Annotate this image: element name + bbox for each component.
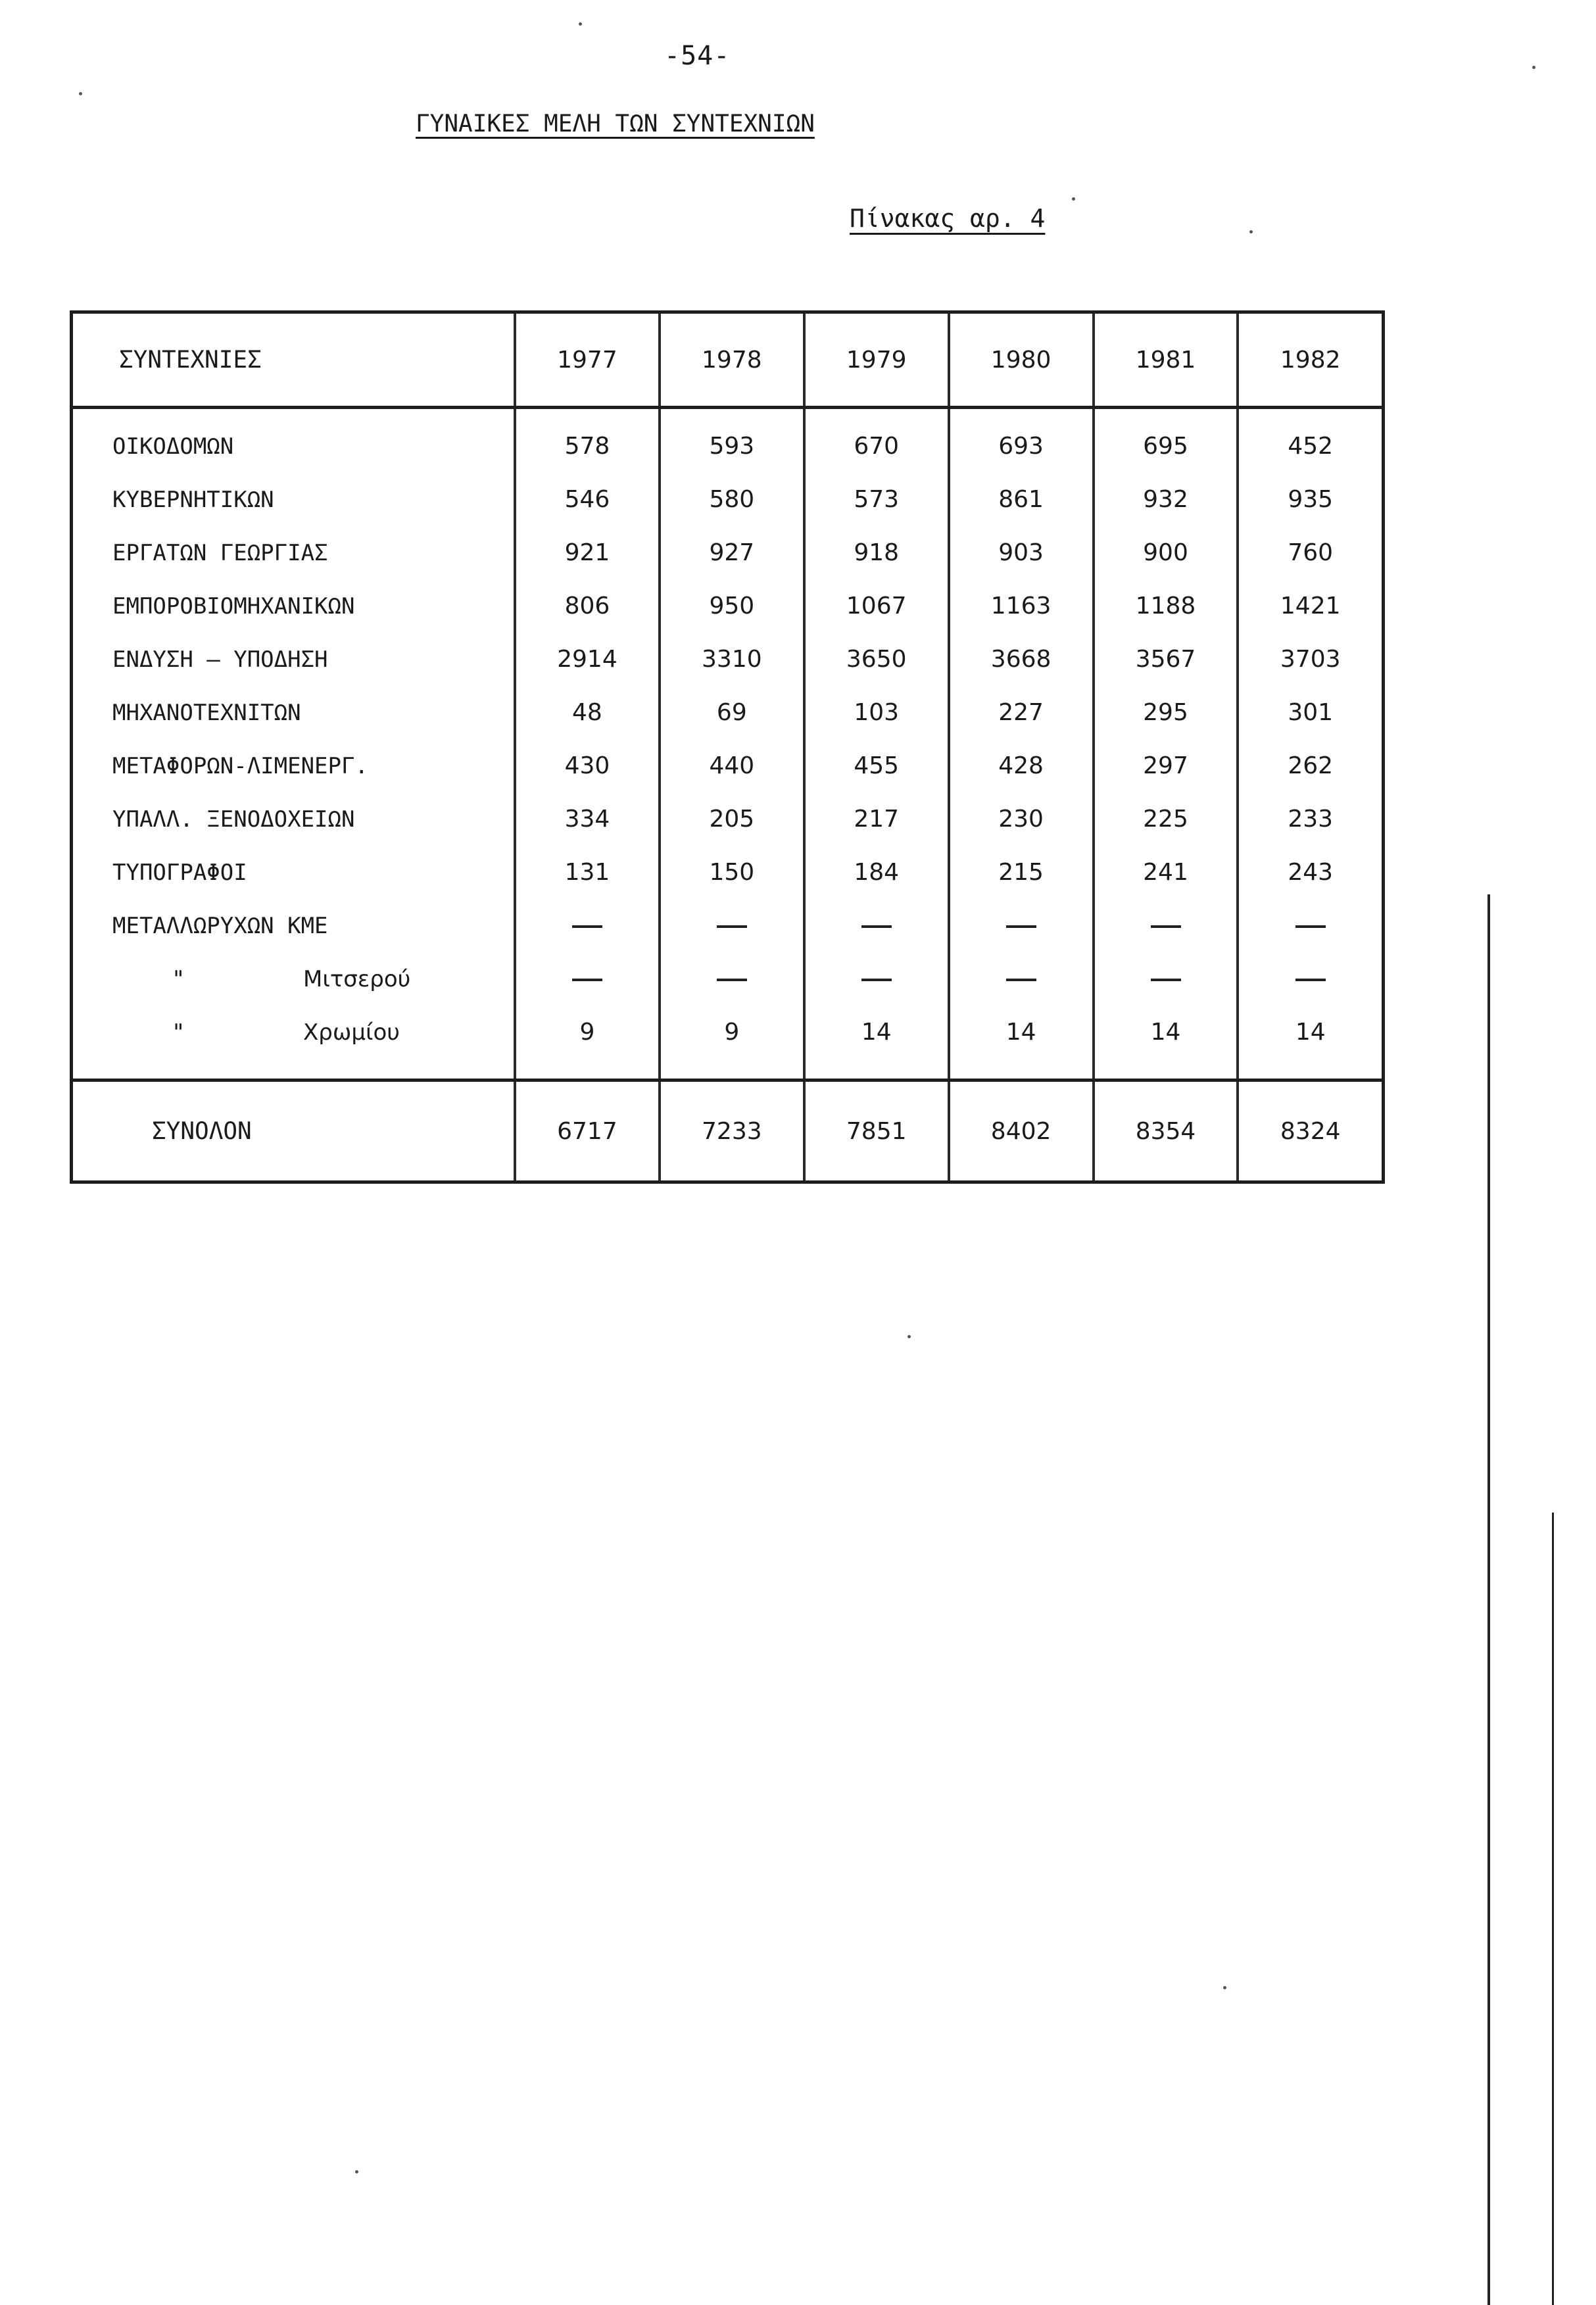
value-cell: 295 [1094, 686, 1238, 739]
value-cell: 580 [660, 473, 804, 526]
value-cell: 225 [1094, 792, 1238, 846]
total-cell: 6717 [515, 1080, 660, 1182]
total-cell: 7851 [804, 1080, 949, 1182]
scan-margin-line [1487, 894, 1490, 2305]
value-cell [804, 899, 949, 952]
table-row [72, 952, 1384, 1006]
value-cell: 440 [660, 739, 804, 792]
scan-speck [1072, 197, 1075, 201]
dash-mark [1006, 979, 1036, 981]
row-sublabel: Χρωμίου [303, 1019, 400, 1046]
column-header-year: 1977 [515, 312, 660, 408]
value-cell [949, 899, 1094, 952]
value-cell: 297 [1094, 739, 1238, 792]
value-cell: 9 [515, 1006, 660, 1080]
value-cell [1238, 952, 1383, 1006]
value-cell: 806 [515, 579, 660, 633]
value-cell: 1188 [1094, 579, 1238, 633]
row-label [72, 952, 516, 1006]
members-table [70, 310, 1385, 1184]
dash-mark [861, 925, 892, 928]
column-header-unions: ΣΥΝΤΕΧΝΙΕΣ [72, 312, 516, 408]
value-cell: 3310 [660, 633, 804, 686]
column-header-year: 1982 [1238, 312, 1383, 408]
value-cell: 9 [660, 1006, 804, 1080]
value-cell: 670 [804, 408, 949, 473]
value-cell: 903 [949, 526, 1094, 579]
value-cell: 430 [515, 739, 660, 792]
value-cell: 861 [949, 473, 1094, 526]
scan-margin-line [1552, 1513, 1554, 2305]
value-cell: 131 [515, 846, 660, 899]
value-cell: 233 [1238, 792, 1383, 846]
column-header-year: 1979 [804, 312, 949, 408]
total-cell: 8324 [1238, 1080, 1383, 1182]
total-cell: 8402 [949, 1080, 1094, 1182]
total-row [72, 1080, 1384, 1182]
value-cell: 3703 [1238, 633, 1383, 686]
value-cell [660, 899, 804, 952]
value-cell: 205 [660, 792, 804, 846]
column-header-year: 1978 [660, 312, 804, 408]
value-cell: 243 [1238, 846, 1383, 899]
value-cell: 932 [1094, 473, 1238, 526]
value-cell: 950 [660, 579, 804, 633]
value-cell: 760 [1238, 526, 1383, 579]
value-cell [515, 952, 660, 1006]
table-row [72, 899, 1384, 952]
total-cell: 8354 [1094, 1080, 1238, 1182]
value-cell: 452 [1238, 408, 1383, 473]
value-cell: 262 [1238, 739, 1383, 792]
value-cell: 428 [949, 739, 1094, 792]
document-title: ΓΥΝΑΙΚΕΣ ΜΕΛΗ ΤΩΝ ΣΥΝΤΕΧΝΙΩΝ [416, 110, 815, 137]
row-label: ΥΠΑΛΛ. ΞΕΝΟΔΟΧΕΙΩΝ [72, 792, 516, 846]
value-cell: 3668 [949, 633, 1094, 686]
table-body [72, 408, 1384, 1080]
value-cell: 2914 [515, 633, 660, 686]
table-row [72, 739, 1384, 792]
table-row [72, 526, 1384, 579]
value-cell: 103 [804, 686, 949, 739]
row-label: ΜΕΤΑΦΟΡΩΝ-ΛΙΜΕΝΕΡΓ. [72, 739, 516, 792]
dash-mark [717, 979, 747, 981]
value-cell [804, 952, 949, 1006]
table-number-label: Πίνακας αρ. 4 [850, 204, 1046, 233]
value-cell: 241 [1094, 846, 1238, 899]
row-label: ΕΜΠΟΡΟΒΙΟΜΗΧΑΝΙΚΩΝ [72, 579, 516, 633]
dash-mark [1295, 925, 1326, 928]
value-cell: 3567 [1094, 633, 1238, 686]
table-row [72, 408, 1384, 473]
value-cell: 695 [1094, 408, 1238, 473]
value-cell: 184 [804, 846, 949, 899]
dash-mark [717, 925, 747, 928]
value-cell: 573 [804, 473, 949, 526]
scan-speck [1249, 230, 1253, 233]
value-cell [1238, 899, 1383, 952]
scan-speck [1223, 1986, 1226, 1989]
ditto-mark: " [172, 1019, 185, 1046]
dash-mark [1295, 979, 1326, 981]
value-cell: 900 [1094, 526, 1238, 579]
row-sublabel: Μιτσερού [303, 965, 411, 992]
row-label [72, 1006, 516, 1080]
page-number: -54- [664, 41, 731, 71]
value-cell: 69 [660, 686, 804, 739]
scan-speck [79, 92, 82, 95]
value-cell: 578 [515, 408, 660, 473]
value-cell [515, 899, 660, 952]
column-header-year: 1981 [1094, 312, 1238, 408]
dash-mark [1151, 925, 1181, 928]
dash-mark [861, 979, 892, 981]
dash-mark [572, 925, 602, 928]
scan-speck [579, 22, 582, 26]
row-label: ΜΗΧΑΝΟΤΕΧΝΙΤΩΝ [72, 686, 516, 739]
scan-speck [1532, 66, 1536, 69]
value-cell: 150 [660, 846, 804, 899]
dash-mark [572, 979, 602, 981]
value-cell [1094, 952, 1238, 1006]
value-cell: 14 [804, 1006, 949, 1080]
total-cell: 7233 [660, 1080, 804, 1182]
column-header-year: 1980 [949, 312, 1094, 408]
ditto-mark: " [172, 965, 185, 992]
value-cell [949, 952, 1094, 1006]
value-cell: 1067 [804, 579, 949, 633]
dash-mark [1006, 925, 1036, 928]
value-cell [660, 952, 804, 1006]
value-cell: 921 [515, 526, 660, 579]
value-cell: 3650 [804, 633, 949, 686]
table-row [72, 792, 1384, 846]
value-cell: 918 [804, 526, 949, 579]
value-cell: 593 [660, 408, 804, 473]
value-cell: 14 [1238, 1006, 1383, 1080]
value-cell: 48 [515, 686, 660, 739]
total-label: ΣΥΝΟΛΟΝ [72, 1080, 516, 1182]
value-cell [1094, 899, 1238, 952]
value-cell: 14 [1094, 1006, 1238, 1080]
value-cell: 301 [1238, 686, 1383, 739]
value-cell: 546 [515, 473, 660, 526]
table-row [72, 846, 1384, 899]
value-cell: 693 [949, 408, 1094, 473]
value-cell: 227 [949, 686, 1094, 739]
table-header-row [72, 312, 1384, 408]
value-cell: 455 [804, 739, 949, 792]
table-row [72, 633, 1384, 686]
scan-speck [355, 2170, 358, 2173]
value-cell: 14 [949, 1006, 1094, 1080]
row-label: ΟΙΚΟΔΟΜΩΝ [72, 408, 516, 473]
dash-mark [1151, 979, 1181, 981]
scan-speck [907, 1335, 911, 1338]
value-cell: 217 [804, 792, 949, 846]
row-label: ΜΕΤΑΛΛΩΡΥΧΩΝ ΚΜΕ [72, 899, 516, 952]
table-row [72, 473, 1384, 526]
row-label: ΚΥΒΕΡΝΗΤΙΚΩΝ [72, 473, 516, 526]
value-cell: 1421 [1238, 579, 1383, 633]
table-row [72, 1006, 1384, 1080]
value-cell: 230 [949, 792, 1094, 846]
row-label: ΕΡΓΑΤΩΝ ΓΕΩΡΓΙΑΣ [72, 526, 516, 579]
value-cell: 1163 [949, 579, 1094, 633]
value-cell: 334 [515, 792, 660, 846]
row-label: ΤΥΠΟΓΡΑΦΟΙ [72, 846, 516, 899]
table-row [72, 686, 1384, 739]
table-row [72, 579, 1384, 633]
row-label: ΕΝΔΥΣΗ – ΥΠΟΔΗΣΗ [72, 633, 516, 686]
value-cell: 927 [660, 526, 804, 579]
value-cell: 935 [1238, 473, 1383, 526]
value-cell: 215 [949, 846, 1094, 899]
